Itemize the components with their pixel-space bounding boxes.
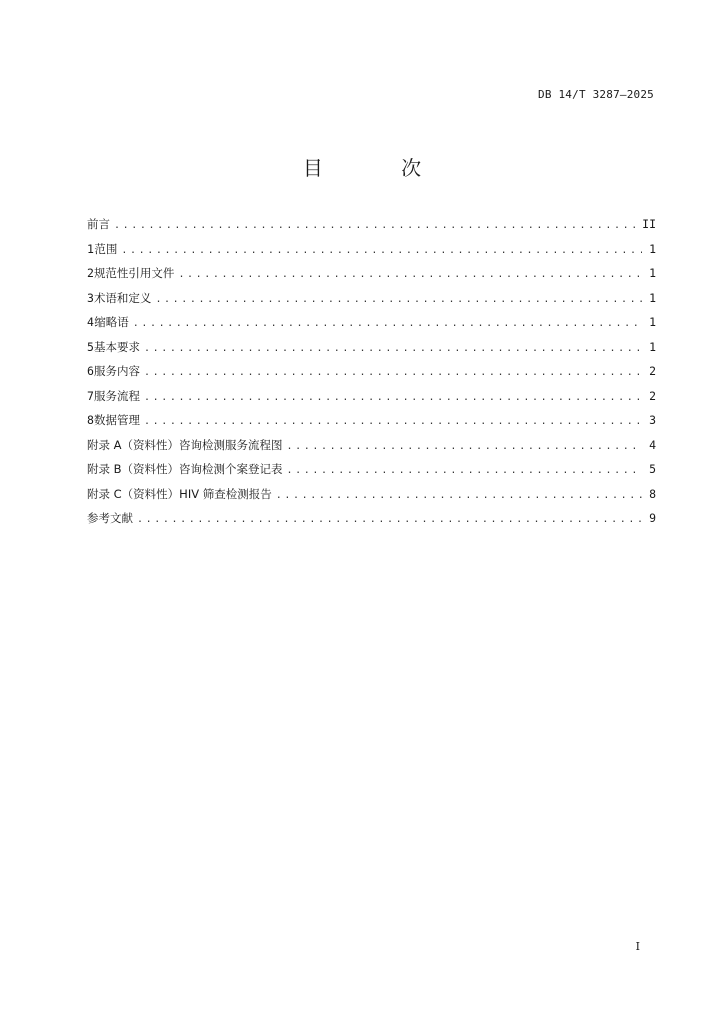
- toc-entry-label: 附录 B（资料性）咨询检测个案登记表: [87, 462, 283, 476]
- toc-entry-page: 1: [649, 241, 656, 256]
- toc-entry-page: 4: [649, 437, 656, 452]
- toc-entry-appendix-a[interactable]: [87, 437, 656, 462]
- toc-entry-label: 术语和定义: [93, 290, 152, 305]
- toc-entry-label: 附录 C（资料性）HIV 筛查检测报告: [87, 486, 272, 501]
- toc-entry-abbreviations[interactable]: [87, 314, 656, 339]
- toc-entry-foreword[interactable]: [87, 216, 656, 241]
- toc-entry-page: 5: [649, 462, 656, 476]
- toc-entry-page: II: [642, 217, 656, 231]
- toc-leader-dots: [155, 294, 642, 305]
- toc-leader-dots: [114, 220, 638, 231]
- toc-entry-label: 服务流程: [94, 388, 141, 403]
- document-code: DB 14/T 3287—2025: [538, 88, 654, 101]
- toc-leader-dots: [121, 245, 642, 256]
- toc-entry-label: 规范性引用文件: [93, 266, 175, 280]
- toc-entry-label: 附录 A（资料性）咨询检测服务流程图: [87, 437, 283, 452]
- toc-entry-service-process[interactable]: [87, 388, 656, 413]
- toc-entry-label: 参考文献: [87, 511, 133, 525]
- toc-entry-page: 1: [649, 290, 656, 305]
- toc-entry-normative-references[interactable]: [87, 265, 656, 290]
- toc-entry-page: 2: [649, 364, 656, 378]
- toc-entry-appendix-b[interactable]: [87, 461, 656, 486]
- toc-entry-label: 服务内容: [94, 364, 141, 378]
- toc-entry-label: 缩略语: [94, 315, 129, 329]
- toc-leader-dots: [144, 392, 642, 403]
- toc-entry-number: 4: [87, 315, 94, 329]
- toc-leader-dots: [287, 441, 642, 452]
- toc-entry-label: 范围: [94, 241, 118, 256]
- toc-entry-page: 8: [649, 486, 656, 501]
- toc-entry-bibliography[interactable]: [87, 510, 656, 535]
- toc-entry-terms-definitions[interactable]: [87, 290, 656, 315]
- toc-leader-dots: [133, 318, 642, 329]
- page-title: 目 次: [302, 156, 458, 180]
- toc-entry-number: 3: [87, 290, 94, 305]
- toc-leader-dots: [144, 367, 642, 378]
- toc-entry-page: 1: [649, 266, 656, 280]
- toc-leader-dots: [276, 490, 642, 501]
- toc-entry-page: 9: [649, 511, 656, 525]
- toc-entry-page: 1: [649, 339, 656, 354]
- toc-entry-label: 前言: [87, 217, 110, 231]
- toc-entry-number: 6: [87, 364, 94, 378]
- toc-entry-appendix-c[interactable]: [87, 486, 656, 511]
- toc-entry-number: 2: [87, 266, 94, 280]
- toc-entry-basic-requirements[interactable]: [87, 339, 656, 364]
- toc-leader-dots: [287, 465, 642, 476]
- toc-entry-number: 5: [87, 339, 94, 354]
- toc-entry-scope[interactable]: [87, 241, 656, 266]
- table-of-contents: [87, 216, 656, 535]
- toc-entry-page: 1: [649, 315, 656, 329]
- toc-leader-dots: [178, 269, 642, 280]
- toc-entry-number: 1: [87, 241, 94, 256]
- toc-entry-label: 数据管理: [94, 413, 141, 427]
- page-number: I: [635, 940, 640, 953]
- toc-leader-dots: [144, 343, 642, 354]
- toc-entry-service-content[interactable]: [87, 363, 656, 388]
- toc-entry-data-management[interactable]: [87, 412, 656, 437]
- toc-leader-dots: [144, 416, 642, 427]
- toc-entry-page: 2: [649, 388, 656, 403]
- toc-entry-number: 8: [87, 413, 94, 427]
- toc-entry-page: 3: [649, 413, 656, 427]
- toc-entry-number: 7: [87, 388, 94, 403]
- toc-entry-label: 基本要求: [94, 339, 141, 354]
- toc-leader-dots: [137, 514, 642, 525]
